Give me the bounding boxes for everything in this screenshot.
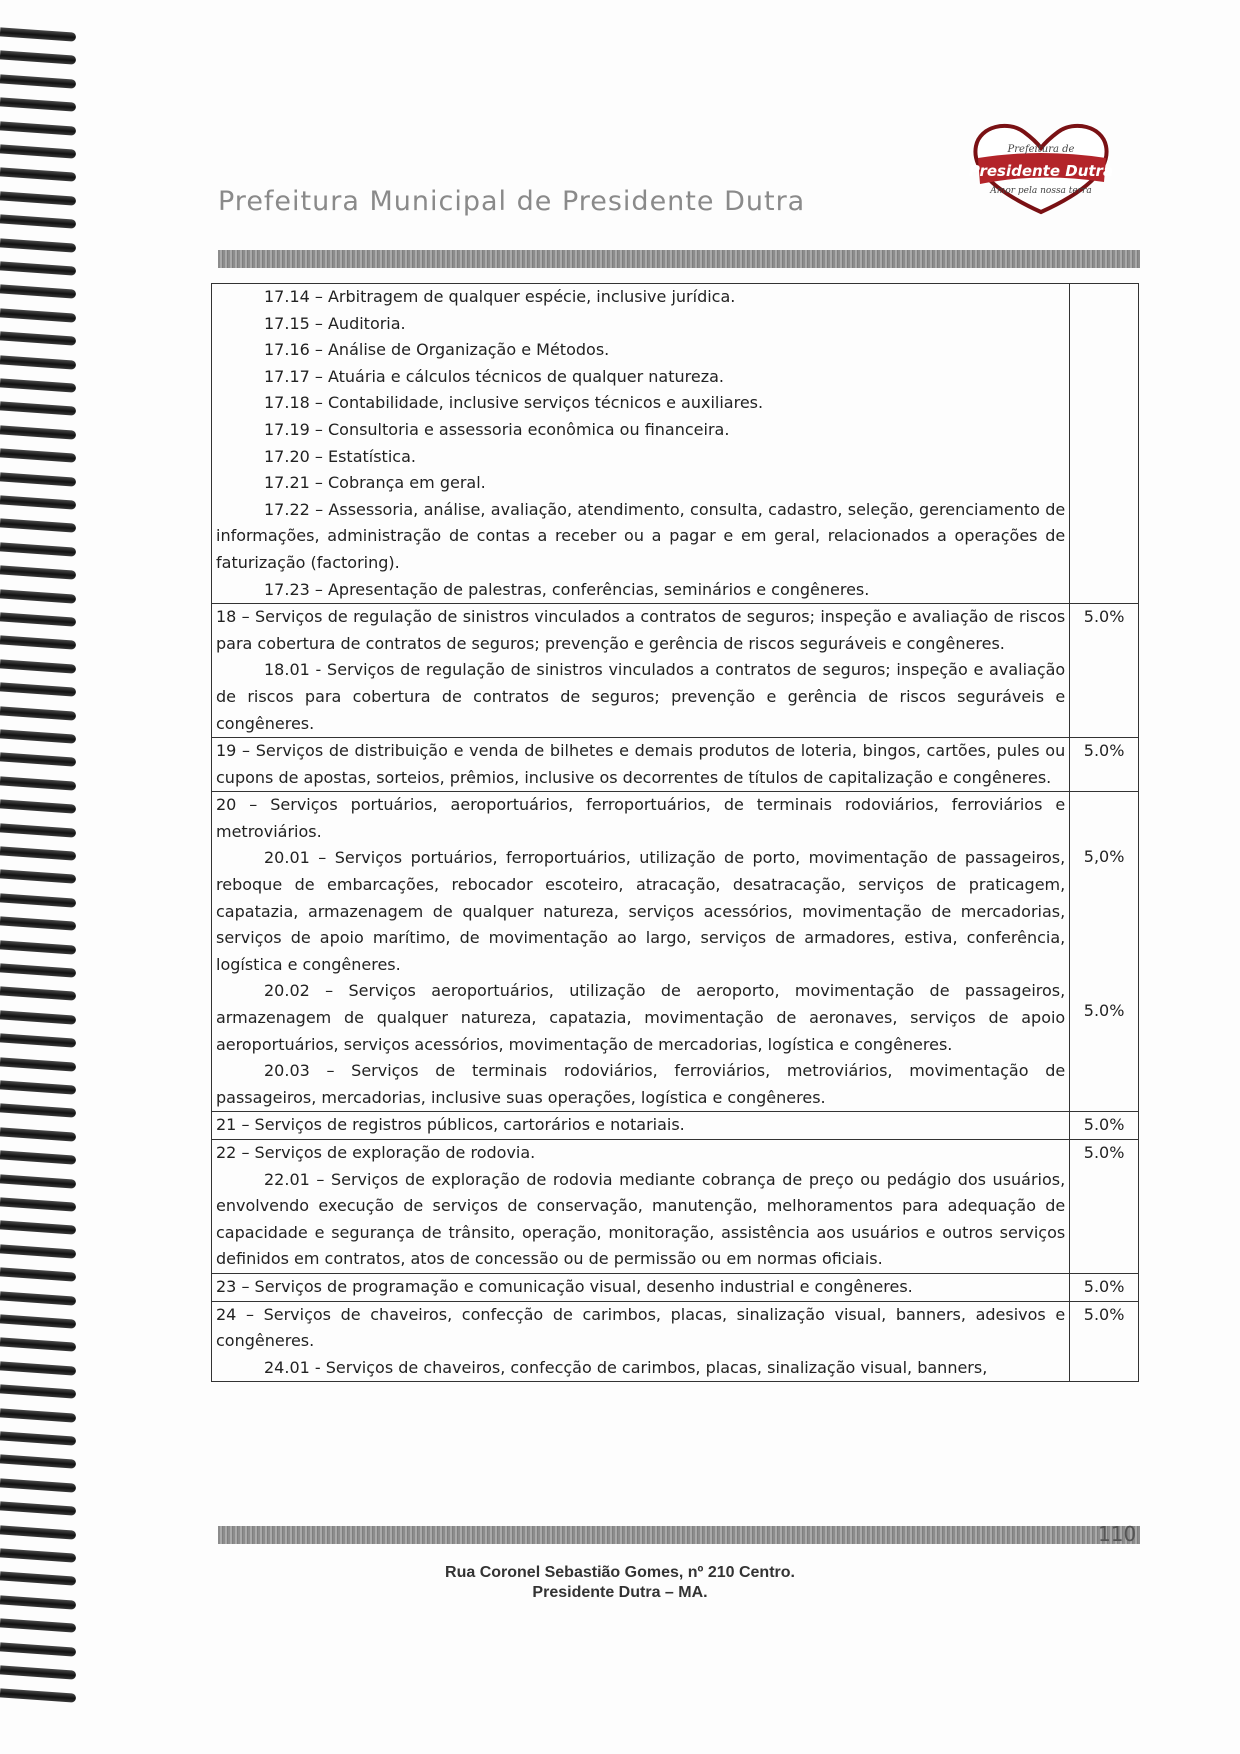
binding-coil xyxy=(0,893,76,907)
service-group-heading: 24 – Serviços de chaveiros, confecção de carimbos, placas, sinalização visual, banners, adesivos e congêneres. xyxy=(216,1304,1066,1351)
binding-coil xyxy=(0,1361,76,1375)
service-group-heading: 19 – Serviços de distribuição e venda de bilhetes e demais produtos de loteria, bingos, cartões, pules ou cupons de apostas, sorteios, prêmios, inclusive os decorrentes de títulos de capitalização e congêneres. xyxy=(216,741,1066,787)
binding-coil xyxy=(0,402,76,416)
table-row xyxy=(212,792,1139,979)
binding-coil xyxy=(0,846,76,860)
table-row xyxy=(212,1273,1139,1301)
service-group-heading: 21 – Serviços de registros públicos, cartorários e notariais. xyxy=(216,1115,685,1135)
binding-coil xyxy=(0,1010,76,1024)
binding-coil xyxy=(0,987,76,1001)
binding-coil xyxy=(0,1197,76,1211)
binding-coil xyxy=(0,1455,76,1469)
binding-coil xyxy=(0,1034,76,1048)
binding-coil xyxy=(0,636,76,650)
service-item: 20.01 – Serviços portuários, ferroportuários, utilização de porto, movimentação de passageiros, reboque de embarcações, rebocador escoteiro, atracação, desatracação, serviços de praticagem, capatazia, armazenagem de qualquer natureza, serviços acessórios, movimentação de mercadorias, serviços de apoio marítimo, de movimentação ao largo, serviços de armadores, estiva, conferência, logística e congêneres. xyxy=(216,848,1066,974)
service-item: 17.20 – Estatística. xyxy=(264,446,416,466)
binding-coil xyxy=(0,1385,76,1399)
binding-coil xyxy=(0,355,76,369)
binding-coil xyxy=(0,940,76,954)
binding-coil xyxy=(0,261,76,275)
page-number: 110 xyxy=(1098,1522,1137,1546)
logo-bottom-text: Amor pela nossa terra xyxy=(990,186,1092,196)
page-title: Prefeitura Municipal de Presidente Dutra xyxy=(218,186,806,217)
binding-coil xyxy=(0,168,76,182)
binding-coil xyxy=(0,1408,76,1422)
binding-coil xyxy=(0,472,76,486)
binding-coil xyxy=(0,1244,76,1258)
municipality-logo xyxy=(968,118,1114,216)
service-item: 17.23 – Apresentação de palestras, conferências, seminários e congêneres. xyxy=(264,579,870,599)
binding-coil xyxy=(0,121,76,135)
table-row xyxy=(212,978,1139,1111)
binding-coil xyxy=(0,800,76,814)
binding-coil xyxy=(0,238,76,252)
binding-coil xyxy=(0,74,76,88)
service-item: 17.16 – Análise de Organização e Métodos. xyxy=(264,340,610,360)
service-group-heading: 20 – Serviços portuários, aeroportuários, ferroportuários, de terminais rodoviários, ferroviários e metroviários. xyxy=(216,795,1066,841)
binding-coil xyxy=(0,1642,76,1656)
table-row xyxy=(212,604,1139,738)
service-description xyxy=(212,1140,1070,1274)
services-rate-table xyxy=(211,283,1139,1382)
binding-coil xyxy=(0,51,76,65)
service-item: 17.22 – Assessoria, análise, avaliação, atendimento, consulta, cadastro, seleção, gerenciamento de informações, administração de contas a receber ou a pagar e em geral, relacionados a operações de faturização (factoring). xyxy=(216,499,1066,572)
binding-coil xyxy=(0,1338,76,1352)
service-description xyxy=(212,1112,1070,1140)
spiral-binding xyxy=(0,30,82,1730)
binding-coil xyxy=(0,332,76,346)
binding-coil xyxy=(0,1151,76,1165)
binding-coil xyxy=(0,215,76,229)
service-item: 17.18 – Contabilidade, inclusive serviços técnicos e auxiliares. xyxy=(264,393,764,413)
binding-coil xyxy=(0,753,76,767)
footer-divider-band xyxy=(218,1526,1140,1544)
binding-coil xyxy=(0,1104,76,1118)
binding-coil xyxy=(0,659,76,673)
service-item: 17.14 – Arbitragem de qualquer espécie, inclusive jurídica. xyxy=(264,287,736,306)
service-rate: 5.0% xyxy=(1070,978,1139,1111)
service-group-heading: 22 – Serviços de exploração de rodovia. xyxy=(216,1143,536,1162)
binding-coil xyxy=(0,519,76,533)
service-item: 17.15 – Auditoria. xyxy=(264,313,406,333)
binding-coil xyxy=(0,1221,76,1235)
service-rate: 5.0% xyxy=(1070,738,1139,792)
binding-coil xyxy=(0,566,76,580)
binding-coil xyxy=(0,1502,76,1516)
service-item: 17.17 – Atuária e cálculos técnicos de qualquer natureza. xyxy=(264,366,725,386)
binding-coil xyxy=(0,823,76,837)
binding-coil xyxy=(0,1174,76,1188)
binding-coil xyxy=(0,1080,76,1094)
binding-coil xyxy=(0,706,76,720)
binding-coil xyxy=(0,917,76,931)
service-item: 20.03 – Serviços de terminais rodoviários, ferroviários, metroviários, movimentação de passageiros, mercadorias, inclusive suas operações, logística e congêneres. xyxy=(216,1061,1066,1107)
binding-coil xyxy=(0,1431,76,1445)
binding-coil xyxy=(0,1268,76,1282)
binding-coil xyxy=(0,612,76,626)
binding-coil xyxy=(0,449,76,463)
service-item: 20.02 – Serviços aeroportuários, utilização de aeroporto, movimentação de passageiros, armazenagem de qualquer natureza, capatazia, movimentação de aeronaves, serviços de apoio aeroportuários, serviços acessórios, movimentação de mercadorias, logística e congêneres. xyxy=(216,981,1066,1054)
binding-coil xyxy=(0,683,76,697)
service-item: 17.21 – Cobrança em geral. xyxy=(264,473,486,493)
service-description xyxy=(212,604,1070,738)
binding-coil xyxy=(0,1525,76,1539)
binding-coil xyxy=(0,191,76,205)
service-rate: 5.0% xyxy=(1070,604,1139,738)
service-item: 18.01 - Serviços de regulação de sinistros vinculados a contratos de seguros; inspeção e avaliação de riscos para cobertura de contratos de seguros; prevenção e gerência de riscos seguráveis e congêneres. xyxy=(216,660,1066,733)
binding-coil xyxy=(0,729,76,743)
binding-coil xyxy=(0,1314,76,1328)
service-description xyxy=(212,738,1070,792)
logo-main-text: Presidente Dutra xyxy=(968,162,1114,180)
footer-city: Presidente Dutra – MA. xyxy=(532,1584,708,1601)
binding-coil xyxy=(0,98,76,112)
binding-coil xyxy=(0,378,76,392)
footer-address: Rua Coronel Sebastião Gomes, nº 210 Centro. xyxy=(445,1564,795,1581)
binding-coil xyxy=(0,308,76,322)
table-row xyxy=(212,1140,1139,1274)
service-group-heading: 18 – Serviços de regulação de sinistros vinculados a contratos de seguros; inspeção e avaliação de riscos para cobertura de contratos de seguros; prevenção e gerência de riscos seguráveis e congêneres. xyxy=(216,607,1066,653)
service-item: 24.01 - Serviços de chaveiros, confecção de carimbos, placas, sinalização visual, banners, xyxy=(264,1357,988,1377)
binding-coil xyxy=(0,1689,76,1703)
service-item: 22.01 – Serviços de exploração de rodovia mediante cobrança de preço ou pedágio dos usuários, envolvendo execução de serviços de conservação, manutenção, melhoramentos para adequação de capacidade e segurança de trânsito, operação, monitoração, assistência aos usuários e outros serviços definidos em contratos, atos de concessão ou de permissão ou em normas oficiais. xyxy=(216,1169,1066,1269)
service-rate xyxy=(1070,284,1139,604)
service-rate: 5.0% xyxy=(1070,1140,1139,1274)
binding-coil xyxy=(0,1057,76,1071)
service-rate: 5,0% xyxy=(1070,792,1139,979)
binding-coil xyxy=(0,776,76,790)
binding-coil xyxy=(0,1478,76,1492)
binding-coil xyxy=(0,1665,76,1679)
binding-coil xyxy=(0,144,76,158)
binding-coil xyxy=(0,425,76,439)
service-item: 17.19 – Consultoria e assessoria econômica ou financeira. xyxy=(264,419,730,439)
logo-top-text: Prefeitura de xyxy=(1007,144,1075,155)
service-description xyxy=(212,1273,1070,1301)
service-rate: 5.0% xyxy=(1070,1273,1139,1301)
service-description xyxy=(212,1301,1070,1382)
table-row xyxy=(212,738,1139,792)
service-rate: 5.0% xyxy=(1070,1301,1139,1382)
binding-coil xyxy=(0,1548,76,1562)
binding-coil xyxy=(0,285,76,299)
header-divider-band xyxy=(218,250,1140,268)
binding-coil xyxy=(0,1619,76,1633)
table-row xyxy=(212,1112,1139,1140)
binding-coil xyxy=(0,27,76,41)
service-group-heading: 23 – Serviços de programação e comunicação visual, desenho industrial e congêneres. xyxy=(216,1276,913,1296)
binding-coil xyxy=(0,1127,76,1141)
binding-coil xyxy=(0,870,76,884)
service-description xyxy=(212,792,1070,979)
binding-coil xyxy=(0,495,76,509)
binding-coil xyxy=(0,542,76,556)
table-row xyxy=(212,284,1139,604)
binding-coil xyxy=(0,963,76,977)
binding-coil xyxy=(0,1291,76,1305)
service-description xyxy=(212,978,1070,1111)
table-row xyxy=(212,1301,1139,1382)
service-rate: 5.0% xyxy=(1070,1112,1139,1140)
service-description xyxy=(212,284,1070,604)
binding-coil xyxy=(0,589,76,603)
